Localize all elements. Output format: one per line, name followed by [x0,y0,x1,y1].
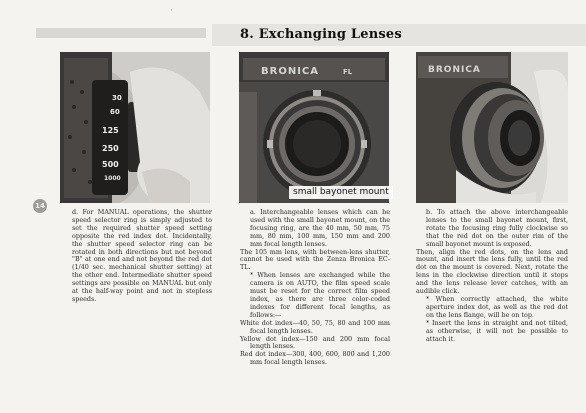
page-number-badge: 14 [33,199,47,213]
camera-brand-text: BRONICA [261,66,319,77]
column-attaching-lenses [416,209,568,343]
camera-model-text: FL [343,68,353,76]
paragraph-align-dots: Then, align the red dots, on the lens and mount, and insert the lens fully, until the red dot on the mount is covered. Next, rotate the lens in the clockwise direction until it stops and the lens release lever catches, with an audible click. [416,247,568,296]
column-interchangeable-lenses [240,209,390,367]
photo-attaching-lens [416,52,568,203]
camera-brand-text-2: BRONICA [428,65,481,75]
paragraph-105mm-note: The 105 mm lens, with between-lens shutter, cannot be used with the Zenza Bronica EC-TL. [240,247,390,272]
yellow-dot-index: Yellow dot index—150 and 200 mm focal length lenses. [240,334,390,351]
column-manual-operations [62,209,212,304]
photo-small-bayonet-mount [239,52,389,203]
paragraph-a: a. Interchangeable lenses which can be used with the small bayonet mount, on the focusing ring, are the 40 mm, 50 mm, 75 mm, 80 mm, 100 mm, 150 mm and 200 mm focal length lenses. [250,208,390,248]
paragraph-auto-note: * When lenses are exchanged while the camera is on AUTO, the film speed scale must be reset for the correct film speed index, as there are three color-coded indexes for different focal lengths, as follows:— [250,271,390,319]
paper-mark: · [170,6,173,16]
speed-label-125: 125 [102,126,119,135]
paragraph-insert-straight-note: * Insert the lens in straight and not tilted, as otherwise, it will not be possible to attach it. [426,318,568,343]
paragraph-b: b. To attach the above interchangeable lenses to the small bayonet mount, first, rotate the focusing ring fully clockwise so that the red dot on the outer rim of the small bayonet mount is exposed. [426,208,568,248]
page-title: 8. Exchanging Lenses [240,27,402,42]
white-dot-index: White dot index—40, 50, 75, 80 and 100 mm focal length lenses. [240,318,390,335]
speed-label-30: 30 [112,94,122,102]
speed-label-500: 500 [102,160,119,169]
photo-shutter-speed-ring [60,52,210,203]
speed-label-250: 250 [102,144,119,153]
header-left-rule [36,28,206,38]
speed-label-1000: 1000 [104,175,121,182]
photo-caption: small bayonet mount [289,186,393,199]
paragraph-correct-attach-note: * When correctly attached, the white aperture index dot, as well as the red dot on the lens flange, will be on top. [426,294,568,319]
paragraph-d: d. For MANUAL operations, the shutter speed selector ring is simply adjusted to set the required shutter speed setting opposite the red index dot. Incidentally, the shutter speed selector ring can be rotated in both directions but not beyond "B" at one end and not beyond the red dot (1/40 sec. mechanical shutter setting) at the other end. Intermediate shutter speed settings are possible on MANUAL but only at the half-way point and not in stepless speeds. [72,208,212,303]
red-dot-index: Red dot index—300, 400, 600, 800 and 1,200 mm focal length lenses. [240,350,390,367]
speed-label-60: 60 [110,108,120,116]
